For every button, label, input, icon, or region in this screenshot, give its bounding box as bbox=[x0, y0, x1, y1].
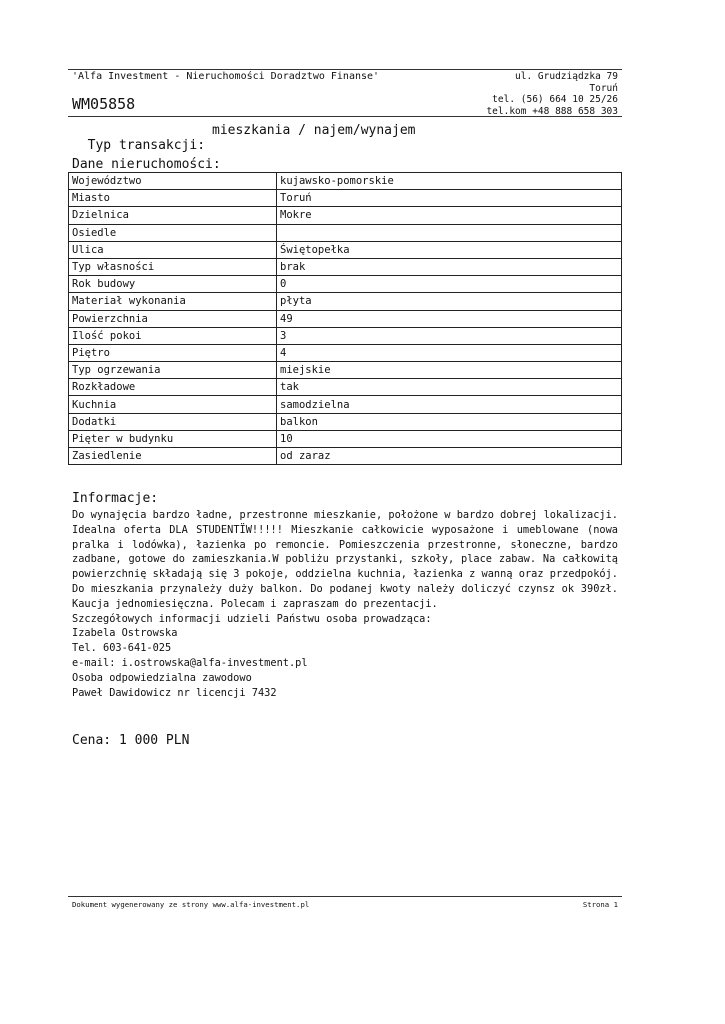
table-row bbox=[69, 258, 622, 275]
property-value: tak bbox=[277, 379, 622, 396]
contact-intro: Szczegółowych informacji udzieli Państwu osoba prowadząca: bbox=[72, 612, 432, 625]
property-label: Dzielnica bbox=[69, 207, 277, 224]
property-label: Osiedle bbox=[69, 224, 277, 241]
table-row bbox=[69, 362, 622, 379]
responsible-person: Paweł Dawidowicz nr licencji 7432 bbox=[72, 686, 277, 699]
property-label: Ulica bbox=[69, 241, 277, 258]
table-row bbox=[69, 241, 622, 258]
agency-city: Toruń bbox=[589, 82, 618, 94]
info-description: Do wynajęcia bardzo ładne, przestronne mieszkanie, położone w bardzo dobrej lokalizacji. Idealna oferta DLA STUDENTÏW!!!!! Mieszkanie całkowicie wyposażone i umeblowane (nowa pralka i lodówka), łazienka po remoncie. Pomieszczenia przestronne, słoneczne, bardzo zadbane, gotowe do zamieszkania.W pobliżu przystanki, szkoły, place zabaw. Na całkowitą powierzchnię składają się 3 pokoje, oddzielna kuchnia, łazienka z wanną oraz przedpokój. Do mieszkania przynależy duży balkon. Do podanej kwoty należy doliczyć czynsz ok 390zł. Kaucja jednomiesięczna. Polecam i zapraszam do prezentacji. bbox=[72, 509, 618, 610]
table-row bbox=[69, 276, 622, 293]
footer-page-number: Strona 1 bbox=[582, 900, 618, 909]
agency-address: ul. Grudziądzka 79 bbox=[515, 71, 618, 82]
agency-contact bbox=[358, 71, 618, 117]
property-value bbox=[277, 224, 622, 241]
price: Cena: 1 000 PLN bbox=[72, 733, 190, 748]
info-section-title: Informacje: bbox=[72, 491, 159, 506]
table-row bbox=[69, 344, 622, 361]
property-value: miejskie bbox=[277, 362, 622, 379]
footer-source: Dokument wygenerowany ze strony www.alfa-investment.pl bbox=[72, 900, 310, 909]
table-row bbox=[69, 430, 622, 447]
property-label: Piętro bbox=[69, 344, 277, 361]
table-row bbox=[69, 396, 622, 413]
property-label: Dodatki bbox=[69, 413, 277, 430]
property-value: kujawsko-pomorskie bbox=[277, 173, 622, 190]
property-value: brak bbox=[277, 258, 622, 275]
transaction-value: mieszkania / najem/wynajem bbox=[212, 123, 416, 138]
property-value: Mokre bbox=[277, 207, 622, 224]
property-label: Typ własności bbox=[69, 258, 277, 275]
header-top-rule bbox=[68, 69, 622, 70]
property-label: Rok budowy bbox=[69, 276, 277, 293]
table-row bbox=[69, 293, 622, 310]
table-row bbox=[69, 448, 622, 465]
property-label: Kuchnia bbox=[69, 396, 277, 413]
info-block bbox=[72, 508, 618, 700]
property-label: Materiał wykonania bbox=[69, 293, 277, 310]
table-row bbox=[69, 173, 622, 190]
property-value: Toruń bbox=[277, 190, 622, 207]
responsible-label: Osoba odpowiedzialna zawodowo bbox=[72, 671, 252, 684]
property-label: Ilość pokoi bbox=[69, 327, 277, 344]
property-label: Pięter w budynku bbox=[69, 430, 277, 447]
agent-name: Izabela Ostrowska bbox=[72, 627, 178, 640]
property-label: Powierzchnia bbox=[69, 310, 277, 327]
property-value: 49 bbox=[277, 310, 622, 327]
agency-phone: tel. (56) 664 10 25/26 bbox=[492, 94, 618, 106]
property-value: Świętopełka bbox=[277, 241, 622, 258]
agency-mobile: tel.kom +48 888 658 303 bbox=[486, 105, 618, 117]
property-label: Miasto bbox=[69, 190, 277, 207]
property-value: 4 bbox=[277, 344, 622, 361]
property-table bbox=[68, 172, 622, 465]
table-row bbox=[69, 379, 622, 396]
agent-email: e-mail: i.ostrowska@alfa-investment.pl bbox=[72, 656, 308, 669]
property-label: Województwo bbox=[69, 173, 277, 190]
table-row bbox=[69, 327, 622, 344]
property-value: 0 bbox=[277, 276, 622, 293]
property-value: 10 bbox=[277, 430, 622, 447]
agent-phone: Tel. 603-641-025 bbox=[72, 642, 172, 655]
table-row bbox=[69, 207, 622, 224]
company-name: 'Alfa Investment - Nieruchomości Doradztwo Finanse' bbox=[72, 71, 380, 82]
transaction-label: Typ transakcji: bbox=[87, 138, 206, 153]
table-row bbox=[69, 190, 622, 207]
table-row bbox=[69, 224, 622, 241]
property-value: balkon bbox=[277, 413, 622, 430]
footer-rule bbox=[68, 896, 622, 897]
table-row bbox=[69, 310, 622, 327]
table-row bbox=[69, 413, 622, 430]
property-label: Typ ogrzewania bbox=[69, 362, 277, 379]
property-value: samodzielna bbox=[277, 396, 622, 413]
property-label: Zasiedlenie bbox=[69, 448, 277, 465]
property-section-title: Dane nieruchomości: bbox=[72, 157, 221, 172]
property-label: Rozkładowe bbox=[69, 379, 277, 396]
listing-code: WM05858 bbox=[72, 95, 136, 113]
header-bottom-rule bbox=[68, 116, 622, 117]
property-value: 3 bbox=[277, 327, 622, 344]
property-value: płyta bbox=[277, 293, 622, 310]
property-value: od zaraz bbox=[277, 448, 622, 465]
